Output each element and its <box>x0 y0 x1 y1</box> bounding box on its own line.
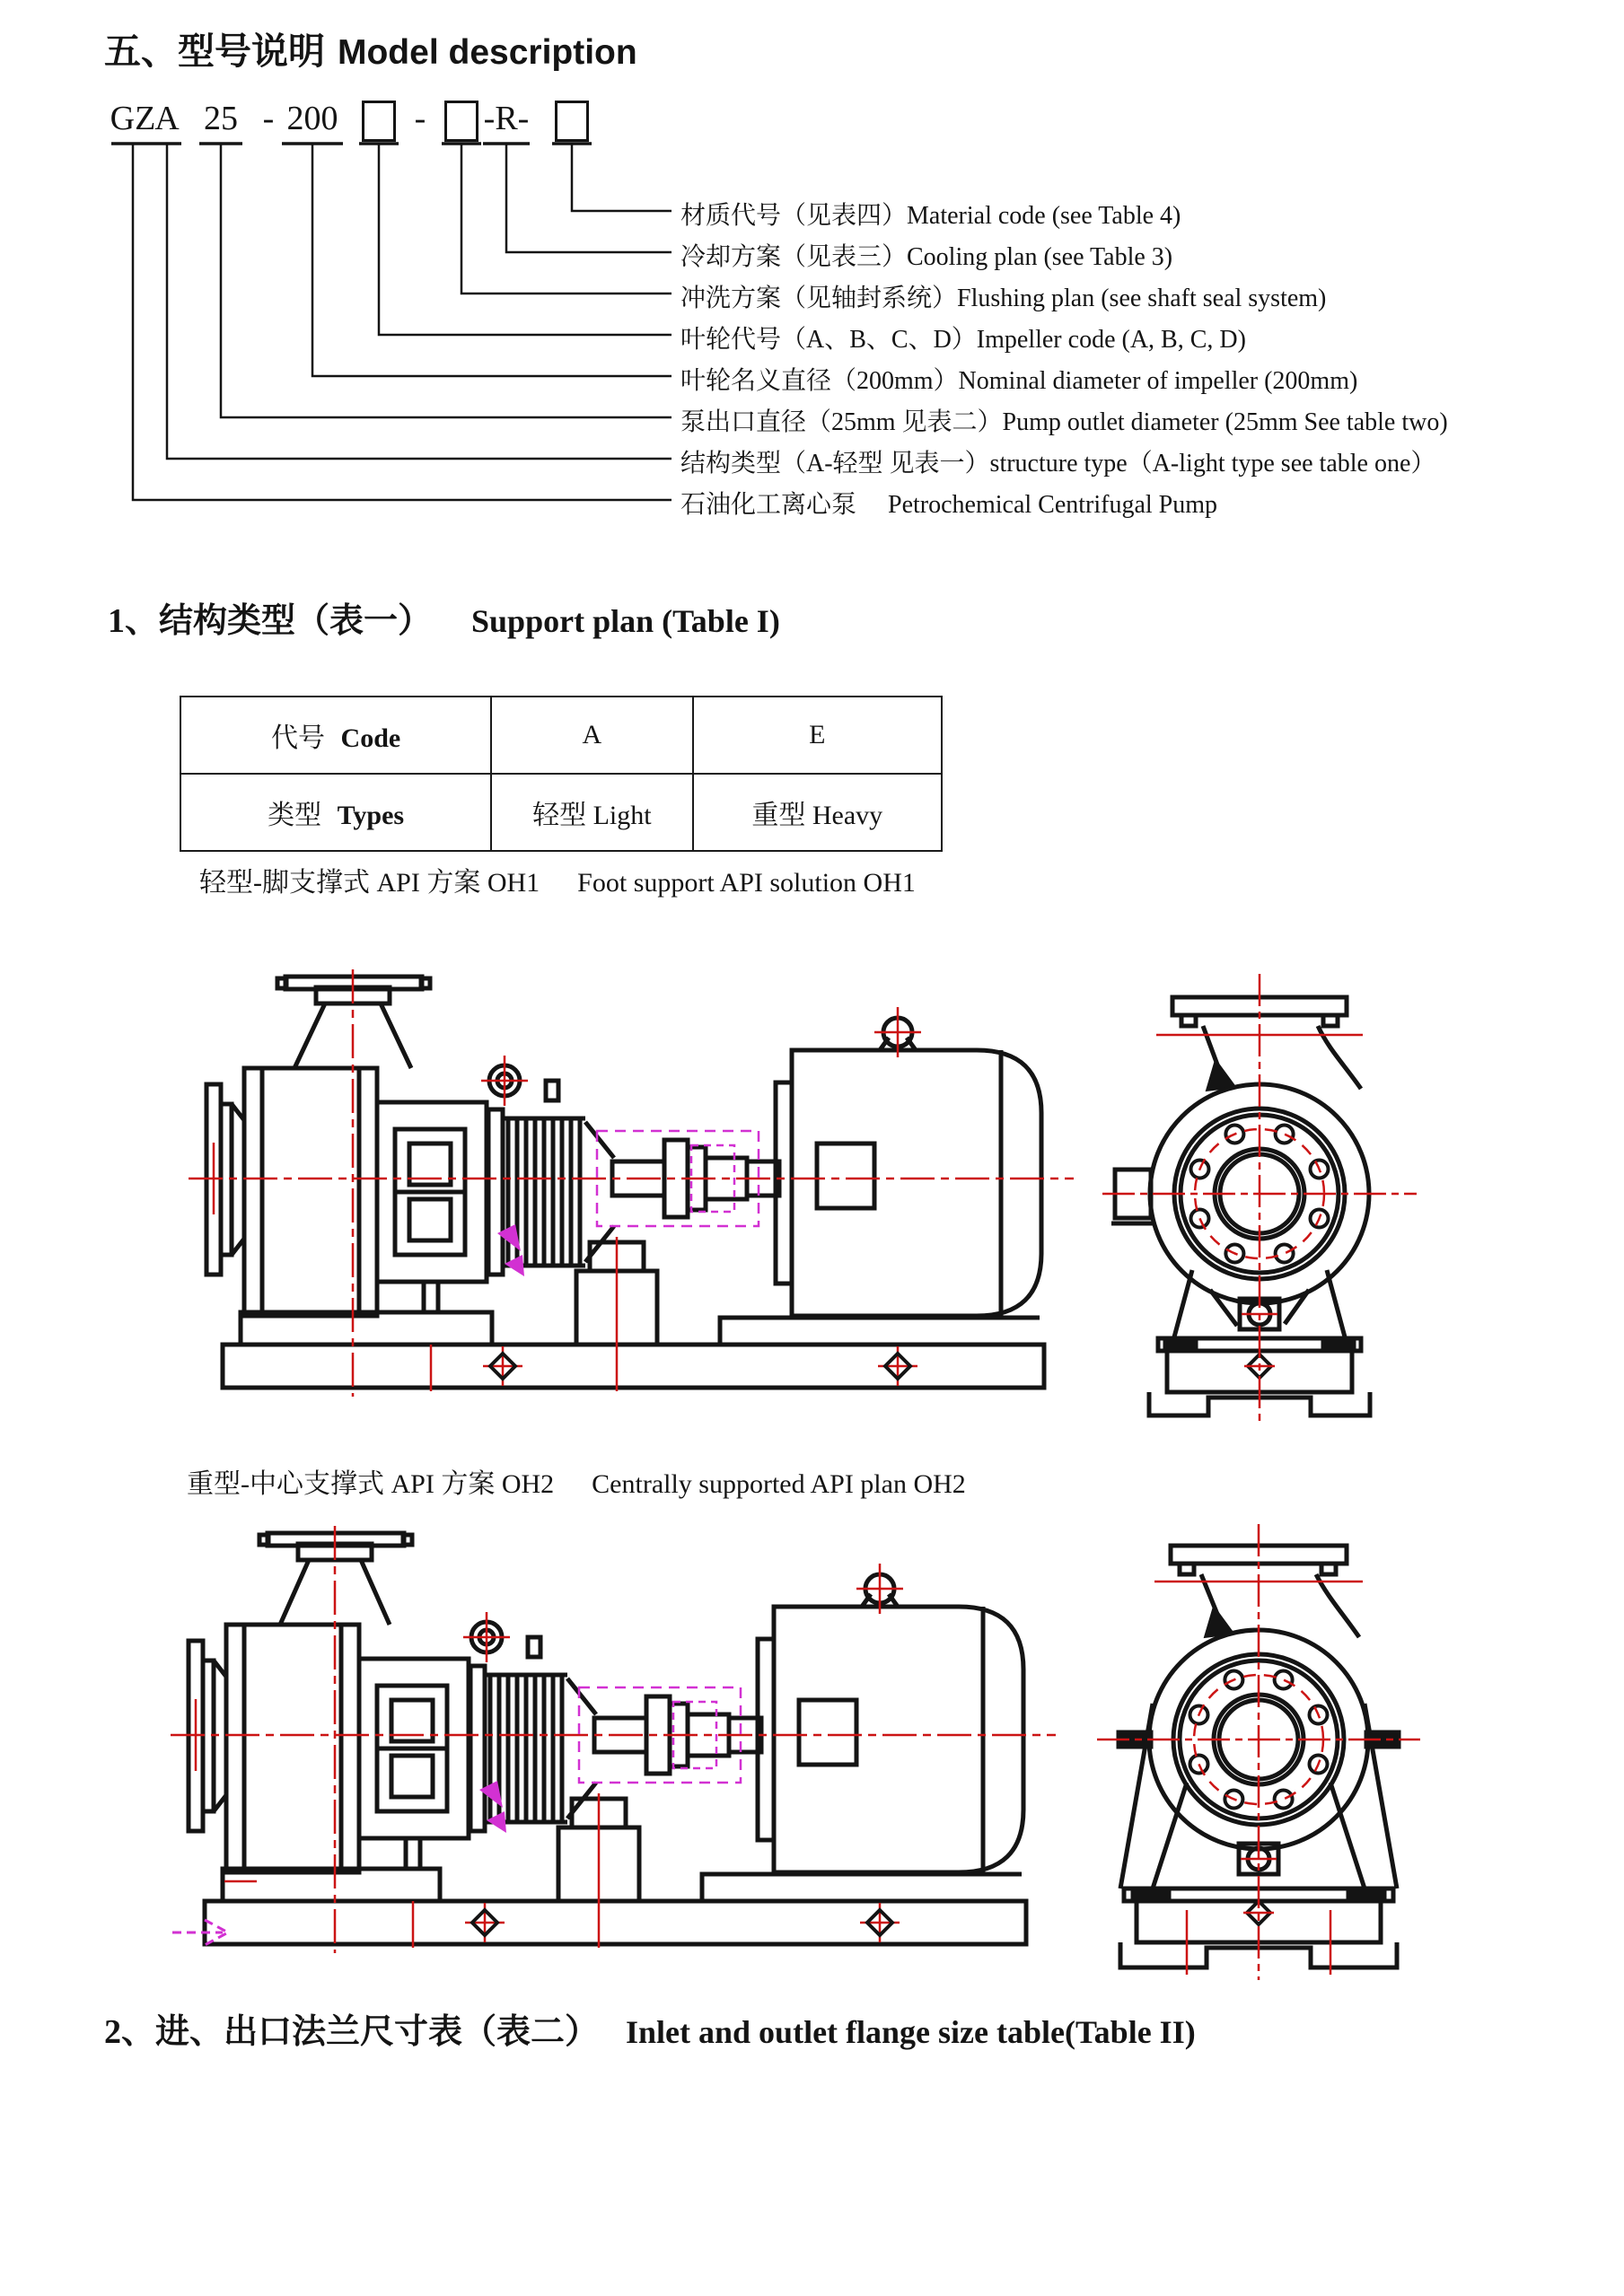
model-code-description-line: 叶轮名义直径（200mm）Nominal diameter of impeller (200mm) <box>680 367 1358 395</box>
model-code-dash-2: - <box>414 100 426 137</box>
model-code-description-line: 石油化工离心泵 Petrochemical Centrifugal Pump <box>680 491 1218 519</box>
model-code-dash-1: - <box>262 100 275 137</box>
page-title-en: Model description <box>338 33 637 72</box>
model-code-description-line: 叶轮代号（A、B、C、D）Impeller code (A, B, C, D) <box>680 326 1246 354</box>
model-code-part-gz: GZ <box>110 100 156 137</box>
table-cell-type-light: 轻型 Light <box>491 774 692 851</box>
pump-side-view-oh2-drawing <box>171 1524 1059 1986</box>
model-code-description-line: 结构类型（A-轻型 见表一）structure type（A-light type see table one） <box>680 450 1436 478</box>
table-cell-code-e: E <box>693 697 943 774</box>
caption-oh2 <box>187 1461 966 1501</box>
table-row <box>180 697 942 774</box>
section1-heading <box>108 592 780 642</box>
table-cell-type-heavy: 重型 Heavy <box>693 774 943 851</box>
page-title-zh: 五、型号说明 <box>104 31 325 72</box>
pump-end-view-oh2-drawing <box>1097 1524 1420 1982</box>
model-code-description-line: 泵出口直径（25mm 见表二）Pump outlet diameter (25mm See table two) <box>680 408 1448 436</box>
section1-heading-zh: 1、结构类型（表一） <box>108 602 433 640</box>
page-title <box>104 22 637 74</box>
section2-heading <box>104 2003 1196 2053</box>
model-code-description-line: 材质代号（见表四）Material code (see Table 4) <box>680 202 1181 230</box>
flow-direction-arrow-icon <box>172 1920 228 1945</box>
table-cell-types-header: 类型 Types <box>180 774 491 851</box>
model-code-part-25: 25 <box>204 100 238 137</box>
model-code-description-line: 冲洗方案（见轴封系统）Flushing plan (see shaft seal system) <box>680 285 1327 312</box>
caption-oh2-en: Centrally supported API plan OH2 <box>592 1469 966 1499</box>
section2-heading-en: Inlet and outlet flange size table(Table II) <box>626 2014 1196 2050</box>
caption-oh1 <box>199 860 916 899</box>
caption-oh1-en: Foot support API solution OH1 <box>577 868 916 898</box>
support-type-table <box>180 696 943 852</box>
model-code-connector-lines <box>90 135 682 521</box>
section1-heading-en: Support plan (Table I) <box>471 603 780 639</box>
caption-oh2-zh: 重型-中心支撑式 API 方案 OH2 <box>187 1469 555 1499</box>
model-code-description-line: 冷却方案（见表三）Cooling plan (see Table 3) <box>680 243 1173 271</box>
pump-end-view-oh1-drawing <box>1102 974 1417 1427</box>
table-cell-code-a: A <box>491 697 692 774</box>
table-row <box>180 774 942 851</box>
model-code-part-r: -R- <box>483 100 530 137</box>
table-cell-code-header: 代号 Code <box>180 697 491 774</box>
model-code-part-a: A <box>154 100 180 137</box>
section2-heading-zh: 2、进、出口法兰尺寸表（表二） <box>104 2013 600 2051</box>
pump-side-view-oh1-drawing <box>189 968 1077 1430</box>
model-code-part-200: 200 <box>286 100 338 137</box>
caption-oh1-zh: 轻型-脚支撑式 API 方案 OH1 <box>199 868 540 898</box>
